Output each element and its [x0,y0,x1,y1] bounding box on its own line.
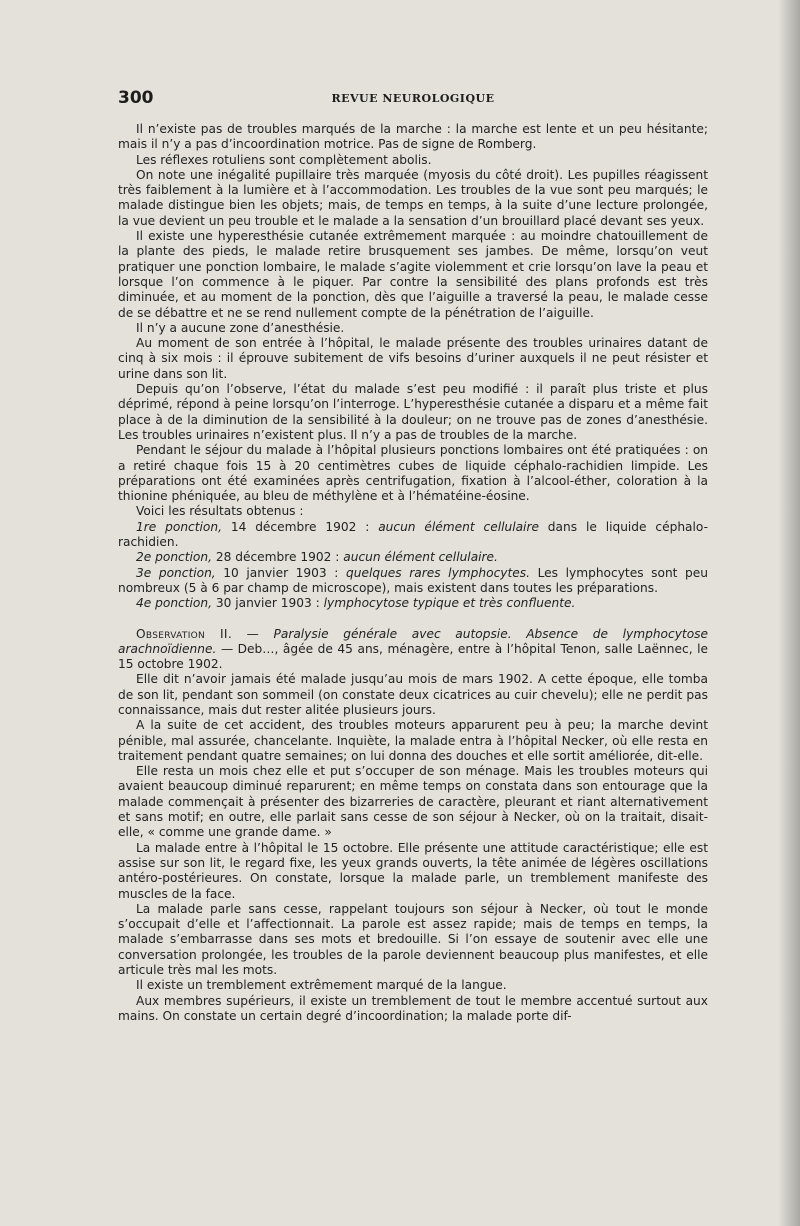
paragraph: Il existe un tremblement extrêmement marqué de la langue. [136,978,507,993]
paragraph: La malade parle sans cesse, rappelant toujours son séjour à Necker, où tout le monde s’occupait d’elle et l’affectionnait. La parole est assez rapide; mais de temps en temps, la malade s’embarrasse dans ses mots et bredouille. Si l’on essaye de soutenir avec elle une conversation prolongée, les troubles de la parole deviennent beaucoup plus manifestes, et elle articule très mal les mots. [118,901,708,978]
paragraph: Il n’existe pas de troubles marqués de la marche : la marche est lente et un peu hésitante; mais il n’y a pas d’incoordination motrice. Pas de signe de Romberg. [118,122,708,152]
page-number: 300 [118,88,154,108]
section-gap [118,612,708,627]
result-item [118,550,708,565]
result-item [118,566,708,597]
paragraph: Voici les résultats obtenus : [136,504,304,519]
page-header [118,88,708,110]
paragraph: Il existe une hyperesthésie cutanée extrêmement marquée : au moindre chatouillement de la plante des pieds, le malade retire brusquement ses jambes. De même, lorsqu’on veut pratiquer une ponction lombaire, le malade s’agite violemment et crie lorsqu’on lave la peau et lorsque l’on commence à le piquer. Par contre la sensibilité des plans profonds est très diminuée, et au moment de la ponction, dès que l’aiguille a traversé la peau, le malade cesse de se débattre et ne se rend nullement compte de la pénétration de l’aiguille. [118,229,708,320]
result-rest: dans le liquide céphalo-rachidien. [118,519,708,550]
observation-heading [118,627,708,673]
result-date: 28 décembre 1902 : [211,550,344,565]
paragraph: On note une inégalité pupillaire très marquée (myosis du côté droit). Les pupilles réagissent très faiblement à la lumière et à l’accommodation. Les troubles de la vue sont peu marqués; le malade distingue bien les objets; mais, de temps en temps, à la suite d’une lecture prolongée, la vue devient un peu trouble et le malade a la sensation d’un brouillard placé devant ses yeux. [118,167,708,228]
observation-label: Observation II. [136,626,232,641]
paragraph: A la suite de cet accident, des troubles moteurs apparurent peu à peu; la marche devint pénible, mal assurée, chancelante. Inquiète, la malade entra à l’hôpital Necker, où elle resta en traitement pendant quatre semaines; on lui donna des douches et elle sortit améliorée, dit-elle. [118,718,708,763]
result-date: 10 janvier 1903 : [215,565,346,580]
result-date: 30 janvier 1903 : [211,596,324,611]
result-finding: lymphocytose typique et très confluente. [323,596,576,611]
paragraph: Elle dit n’avoir jamais été malade jusqu’au mois de mars 1902. A cette époque, elle tomba de son lit, pendant son sommeil (on constate deux cicatrices au cuir chevelu); elle ne perdit pas connaissance, mais dut rester alitée plusieurs jours. [118,672,708,717]
paragraph: Depuis qu’on l’observe, l’état du malade s’est peu modifié : il paraît plus triste et plus déprimé, répond à peine lorsqu’on l’interroge. L’hyperesthésie cutanée a disparu et a même fait place à de la diminution de la sensibilité à la douleur; on ne trouve pas de zones d’anesthésie. Les troubles urinaires n’existent plus. Il n’y a pas de troubles de la marche. [118,382,708,442]
result-label: 4e ponction, [136,596,212,611]
result-label: 1re ponction, [136,519,222,534]
paragraph: Elle resta un mois chez elle et put s’occuper de son ménage. Mais les troubles moteurs qui avaient beaucoup diminué reparurent; en même temps on constata dans son entourage que la malade commençait à présenter des bizarreries de caractère, pleurant et riant alternativement et sans motif; en outre, elle parlait sans cesse de son séjour à Necker, où on la traitait, disait-elle, « comme une grande dame. » [118,764,708,840]
result-rest: Les lymphocytes sont peu nombreux (5 à 6 par champ de microscope), mais existent dans toutes les préparations. [118,565,709,595]
paragraph: La malade entre à l’hôpital le 15 octobre. Elle présente une attitude caractéristique; elle est assise sur son lit, le regard fixe, les yeux grands ouverts, la tête animée de légères oscillations antéro-postérieures. On constate, lorsque la malade parle, un tremblement manifeste des muscles de la face. [118,840,708,901]
result-date: 14 décembre 1902 : [221,519,379,534]
paragraph: Aux membres supérieurs, il existe un tremblement de tout le membre accentué surtout aux mains. On constate un certain degré d’incoordination; la malade porte dif- [118,993,708,1023]
result-item [118,596,708,611]
paragraph: Pendant le séjour du malade à l’hôpital plusieurs ponctions lombaires ont été pratiquées : on a retiré chaque fois 15 à 20 centimètres cubes de liquide céphalo-rachidien limpide. Les préparations ont été examinées après centrifugation, fixation à l’alcool-éther, coloration à la thionine phéniquée, au bleu de méthylène et à l’hématéine-éosine. [118,443,708,504]
paragraph: Les réflexes rotuliens sont complètement abolis. [136,152,432,167]
running-title: REVUE NEUROLOGIQUE [331,92,495,105]
result-label: 3e ponction, [136,565,216,580]
result-finding: quelques rares lymphocytes. [346,565,530,580]
paragraph: Au moment de son entrée à l’hôpital, le malade présente des troubles urinaires datant de cinq à six mois : il éprouve subitement de vifs besoins d’uriner auxquels il ne peut résister et urine dans son lit. [118,336,708,381]
result-item [118,520,708,551]
observation-intro: — Deb…, âgée de 45 ans, ménagère, entre à l’hôpital Tenon, salle Laënnec, le 15 octobre 1902. [118,641,708,672]
observation-title: Paralysie générale avec autopsie. Absence de lymphocytose arachnoïdienne. [118,626,708,656]
result-label: 2e ponction, [136,550,212,565]
result-finding: aucun élément cellulaire [378,519,539,534]
result-finding: aucun élément cellulaire. [343,550,498,565]
observation-dash: — [232,626,274,641]
paragraph: Il n’y a aucune zone d’anesthésie. [136,320,345,335]
page-body [118,122,708,1024]
